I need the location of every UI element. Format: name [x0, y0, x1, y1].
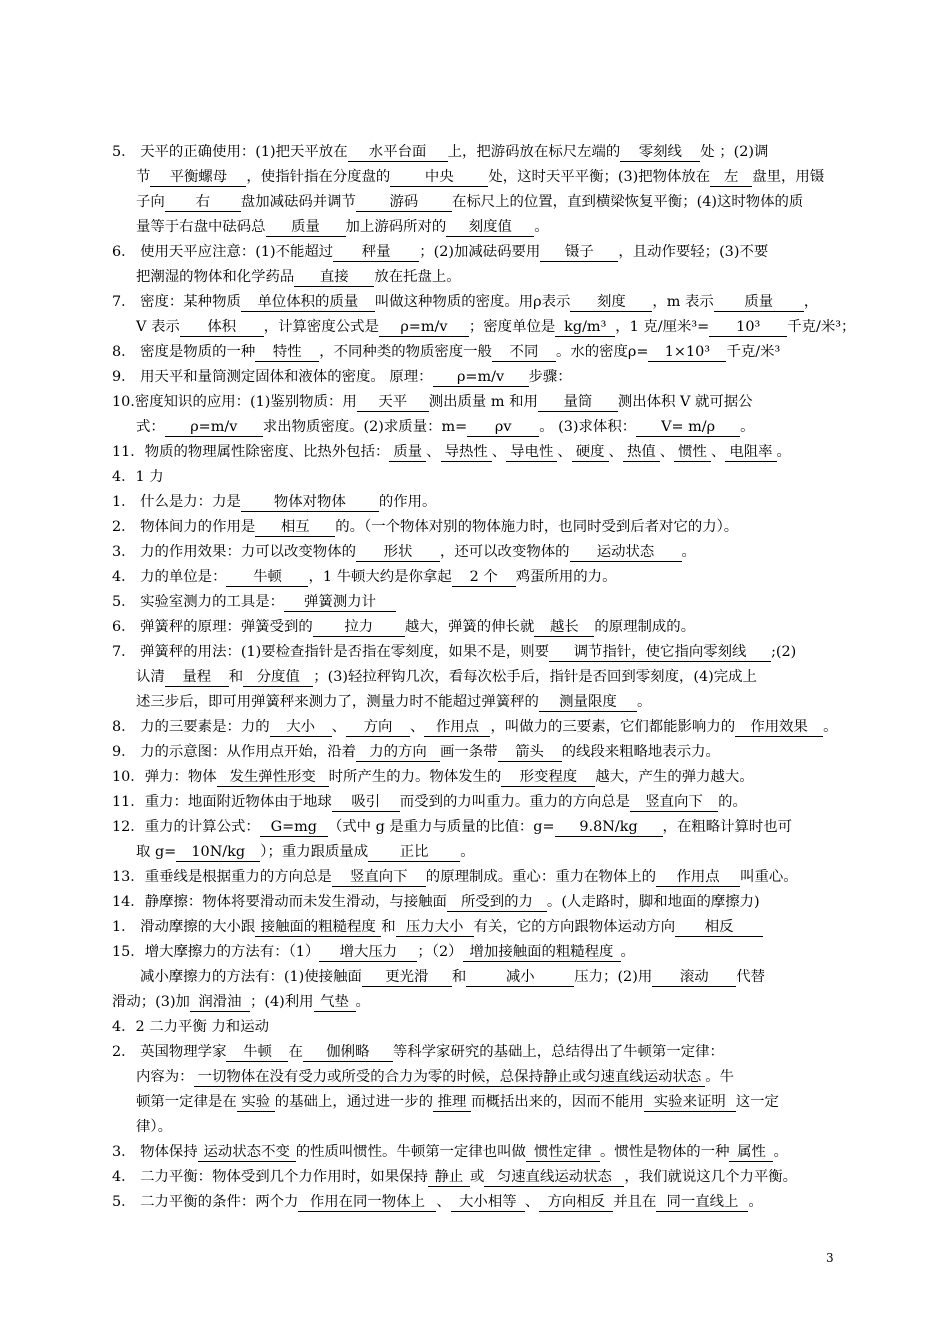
text-line	[112, 315, 856, 340]
text-line	[112, 640, 840, 665]
line-text: 滑动；(3)加	[112, 994, 190, 1010]
fill-blank-answer: 方向相反	[539, 1194, 613, 1212]
line-text: 的原理制成的。	[594, 619, 696, 635]
line-text: 加上游码所对的	[345, 219, 447, 235]
line-text: 步骤：	[528, 369, 572, 385]
fill-blank-answer: 静止	[428, 1169, 470, 1187]
line-text: 9． 用天平和量筒测定固体和液体的密度。 原理：	[112, 369, 433, 385]
line-text: 或	[469, 1169, 485, 1185]
line-text: 量等于右盘中砝码总	[136, 219, 266, 235]
fill-blank-answer: 拉力	[313, 619, 405, 637]
line-text: 、	[710, 444, 726, 460]
line-text: 8． 力的三要素是：力的	[112, 719, 270, 735]
fill-blank-answer: 大小相等	[451, 1194, 525, 1212]
fill-blank-answer: 质量	[389, 444, 426, 462]
line-text: 。	[355, 994, 370, 1010]
line-text: 11．物质的物理属性除密度、比热外包括：	[112, 444, 390, 460]
line-text: 1． 滑动摩擦的大小跟	[112, 919, 256, 935]
text-line	[112, 265, 840, 290]
line-text: 3． 力的作用效果：力可以改变物体的	[112, 544, 356, 560]
text-line	[112, 840, 840, 865]
fill-blank-answer: V= m/ρ	[636, 419, 740, 437]
fill-blank-answer: 秤量	[333, 244, 419, 262]
line-text: 在	[288, 1044, 303, 1060]
line-text: 7． 密度：某种物质	[112, 294, 241, 310]
line-text: 放在托盘上。	[374, 269, 461, 285]
line-text: ，1 克/厘米³=	[615, 319, 710, 335]
fill-blank-answer: 气垫	[314, 994, 356, 1012]
line-text: 千克/米³；	[787, 319, 856, 335]
text-line	[112, 415, 840, 440]
line-text: 、	[608, 444, 623, 460]
text-line	[112, 915, 840, 940]
line-text: 越大，产生的弹力越大。	[595, 769, 754, 785]
text-line	[112, 565, 840, 590]
text-line	[112, 1165, 840, 1190]
fill-blank-answer: 运动状态	[570, 544, 682, 562]
fill-blank-answer: ρv	[467, 419, 539, 437]
fill-blank-answer: 热值	[623, 444, 660, 462]
line-text: 5． 二力平衡的条件：两个力	[112, 1194, 299, 1210]
fill-blank-answer: 不同	[492, 344, 556, 362]
line-text: 10．弹力：物体	[112, 769, 217, 785]
fill-blank-answer: 所受到的力	[447, 894, 547, 912]
fill-blank-answer: 大小	[270, 719, 332, 737]
line-text: 而受到的力叫重力。重力的方向总是	[399, 794, 631, 810]
fill-blank-answer: 接触面的粗糙程度	[255, 919, 381, 937]
line-text: 。牛	[705, 1069, 735, 1085]
line-text: ，叫做力的三要素，它们都能影响力的	[490, 719, 736, 735]
line-text: 节	[136, 169, 151, 185]
fill-blank-answer: 形状	[356, 544, 440, 562]
fill-blank-answer: 量程	[165, 669, 229, 687]
line-text: 4．1 力	[112, 469, 164, 485]
line-text: 的线段来粗略地表示力。	[561, 744, 720, 760]
text-line	[112, 515, 840, 540]
line-text: 4． 力的单位是：	[112, 569, 227, 585]
fill-blank-answer: 正比	[368, 844, 460, 862]
line-text: 。	[776, 444, 791, 460]
fill-blank-answer: 牛顿	[226, 569, 308, 587]
line-text: ，不同种类的物质密度一般	[319, 344, 492, 360]
line-text: ；(2)加减砝码要用	[419, 244, 541, 260]
fill-blank-answer: 刻度	[570, 294, 652, 312]
fill-blank-answer: 物体对物体	[241, 494, 379, 512]
text-line	[112, 290, 840, 315]
text-line	[112, 590, 840, 615]
text-line	[112, 665, 840, 690]
line-text: 14．静摩擦：物体将要滑动而未发生滑动，与接触面	[112, 894, 447, 910]
text-line	[112, 190, 840, 215]
line-text: 、	[426, 444, 441, 460]
line-text: 式：	[136, 419, 165, 435]
fill-blank-answer: 滚动	[652, 969, 736, 987]
line-text: 。	[636, 694, 652, 710]
line-text: 、	[331, 719, 347, 735]
line-text: 。 (3)求体积：	[539, 419, 637, 435]
fill-blank-answer: 形变程度	[501, 769, 595, 787]
line-text: 盘加减砝码并调节	[240, 194, 356, 210]
text-line	[112, 1065, 840, 1090]
fill-blank-answer: 游码	[356, 194, 452, 212]
line-text: ；(4)利用	[249, 994, 314, 1010]
line-text: 和	[381, 919, 396, 935]
line-text: 。	[534, 219, 549, 235]
fill-blank-answer: 1×10³	[648, 344, 726, 362]
text-line	[112, 365, 840, 390]
line-text: 处 ；(2)调	[700, 144, 769, 160]
fill-blank-answer: 右	[165, 194, 241, 212]
fill-blank-answer: 调节指针，使它指向零刻线	[549, 644, 771, 662]
line-text: 的性质叫惯性。牛顿第一定律也叫做	[295, 1144, 526, 1160]
fill-blank-answer: 增大压力	[319, 944, 417, 962]
fill-blank-answer: 竖直向下	[332, 869, 426, 887]
fill-blank-answer: ρ=m/v	[379, 319, 469, 337]
text-line	[112, 1090, 840, 1115]
text-line	[112, 790, 840, 815]
text-line	[112, 440, 840, 465]
line-text: 13．重垂线是根据重力的方向总是	[112, 869, 332, 885]
fill-blank-answer: 作用在同一物体上	[298, 1194, 436, 1212]
fill-blank-answer: 润滑油	[190, 994, 250, 1012]
fill-blank-answer: 吸引	[332, 794, 400, 812]
text-line	[112, 490, 840, 515]
fill-blank-answer: 匀速直线运动状态	[484, 1169, 624, 1187]
line-text: 认清	[136, 669, 165, 685]
line-text: 、	[557, 444, 572, 460]
fill-blank-answer: 水平台面	[348, 144, 448, 162]
line-text: 千克/米³	[726, 344, 781, 360]
line-text: 取 g=	[136, 844, 177, 860]
fill-blank-answer: 相互	[255, 519, 335, 537]
fill-blank-answer: 竖直向下	[630, 794, 718, 812]
line-text: ；密度单位是	[468, 319, 556, 335]
fill-blank-answer: 实验来证明	[644, 1094, 736, 1112]
line-text: 把潮湿的物体和化学药品	[136, 269, 295, 285]
line-text: 12．重力的计算公式：	[112, 819, 260, 835]
line-text: 越大，弹簧的伸长就	[404, 619, 535, 635]
text-line	[112, 1190, 840, 1215]
fill-blank-answer: 10³	[709, 319, 787, 337]
line-text: 6． 弹簧秤的原理：弹簧受到的	[112, 619, 313, 635]
document-body	[112, 140, 856, 1215]
line-text: 的。	[718, 794, 747, 810]
fill-blank-answer: 方向	[346, 719, 410, 737]
fill-blank-answer: 实验	[237, 1094, 275, 1112]
line-text: 2． 英国物理学家	[112, 1044, 227, 1060]
line-text: 的基础上，通过进一步的	[274, 1094, 434, 1110]
line-text: 有关，它的方向跟物体运动方向	[473, 919, 676, 935]
fill-blank-answer: 牛顿	[226, 1044, 288, 1062]
line-text: 测出质量 m 和用	[428, 394, 538, 410]
fill-blank-answer: 分度值	[243, 669, 313, 687]
text-line	[112, 890, 840, 915]
fill-blank-answer: 导热性	[441, 444, 492, 462]
line-text: ，且动作要轻；(3)不要	[618, 244, 769, 260]
line-text: 。	[681, 544, 696, 560]
line-text: 处，这时天平平衡；(3)把物体放在	[488, 169, 711, 185]
line-text: 7． 弹簧秤的用法：(1)要检查指针是否指在零刻度，如果不是，则要	[112, 644, 550, 660]
line-text: 的作用。	[378, 494, 437, 510]
fill-blank-answer: 箭头	[498, 744, 562, 762]
line-text: 。	[460, 844, 475, 860]
line-text: 。	[620, 944, 635, 960]
page-number: 3	[826, 1251, 834, 1265]
fill-blank-answer: 刻度值	[446, 219, 534, 237]
fill-blank-answer: 作用点	[424, 719, 490, 737]
line-text: ;(2)	[771, 644, 797, 660]
line-text: 内容为：	[136, 1069, 194, 1085]
fill-blank-answer: 力的方向	[356, 744, 440, 762]
fill-blank-answer: 惯性定律	[526, 1144, 600, 1162]
fill-blank-answer: 更光滑	[362, 969, 452, 987]
fill-blank-answer: 电阻率	[725, 444, 776, 462]
fill-blank-answer: 越长	[534, 619, 594, 637]
text-line	[112, 615, 840, 640]
fill-blank-answer: 增加接触面的粗糙程度	[463, 944, 621, 962]
fill-blank-answer: 平衡螺母	[150, 169, 246, 187]
line-text: ；(3)轻拉秤钩几次，看每次松手后，指针是否回到零刻度，(4)完成上	[313, 669, 757, 685]
text-line	[112, 1115, 840, 1140]
line-text: 、	[491, 444, 507, 460]
fill-blank-answer: 质量	[266, 219, 346, 237]
line-text: 测出体积 V 就可据公	[617, 394, 753, 410]
text-line	[112, 1040, 840, 1065]
fill-blank-answer: 特性	[255, 344, 319, 362]
fill-blank-answer: 测量限度	[539, 694, 637, 712]
line-text: 这一定	[735, 1094, 779, 1110]
line-text: 3． 物体保持	[112, 1144, 198, 1160]
fill-blank-answer: 中央	[390, 169, 488, 187]
fill-blank-answer: 相反	[675, 919, 763, 937]
line-text: 。	[773, 1144, 788, 1160]
line-text: 。	[748, 1194, 763, 1210]
line-text: ，我们就说这几个力平衡。	[624, 1169, 798, 1185]
fill-blank-answer: 量筒	[538, 394, 618, 412]
fill-blank-answer: 9.8N/kg	[555, 819, 663, 837]
line-text: 叫做这种物质的密度。用ρ表示	[374, 294, 571, 310]
text-line	[112, 1140, 840, 1165]
fill-blank-answer: 同一直线上	[656, 1194, 748, 1212]
fill-blank-answer: 属性	[729, 1144, 773, 1162]
fill-blank-answer: ρ=m/v	[165, 419, 263, 437]
line-text: 9． 力的示意图：从作用点开始，沿着	[112, 744, 356, 760]
line-text: 2． 物体间力的作用是	[112, 519, 256, 535]
text-line	[112, 165, 840, 190]
line-text: 、	[524, 1194, 540, 1210]
line-text: ，在粗略计算时也可	[662, 819, 793, 835]
text-line	[112, 340, 840, 365]
line-text: 在标尺上的位置，直到横梁恢复平衡；(4)这时物体的质	[451, 194, 804, 210]
text-line	[112, 740, 840, 765]
text-line	[112, 1015, 840, 1040]
line-text: 11．重力：地面附近物体由于地球	[112, 794, 332, 810]
fill-blank-answer: 运动状态不变	[198, 1144, 296, 1162]
fill-blank-answer: 体积	[180, 319, 264, 337]
fill-blank-answer: 零刻线	[620, 144, 700, 162]
text-line	[112, 865, 840, 890]
text-line	[112, 690, 840, 715]
fill-blank-answer: 一切物体在没有受力或所受的合力为零的时候，总保持静止或匀速直线运动状态	[194, 1069, 706, 1087]
line-text: ，m 表示	[652, 294, 714, 310]
line-text: 等科学家研究的基础上，总结得出了牛顿第一定律：	[392, 1044, 724, 1060]
line-text: 、	[410, 719, 425, 735]
fill-blank-answer: 导电性	[506, 444, 557, 462]
text-line	[112, 965, 840, 990]
line-text: 10.密度知识的应用：(1)鉴别物质：用	[112, 394, 357, 410]
line-text: 的。（一个物体对别的物体施力时，也同时受到后者对它的力）。	[335, 519, 739, 535]
line-text: 顿第一定律是在	[136, 1094, 237, 1110]
fill-blank-answer: 镊子	[540, 244, 618, 262]
line-text: 子向	[136, 194, 165, 210]
line-text: 。惯性是物体的一种	[599, 1144, 730, 1160]
fill-blank-answer: 10N/kg	[176, 844, 260, 862]
fill-blank-answer: 弹簧测力计	[284, 594, 396, 612]
text-line	[112, 390, 840, 415]
fill-blank-answer: 作用效果	[735, 719, 823, 737]
line-text: ；（2）	[417, 944, 463, 960]
line-text: 代替	[736, 969, 766, 985]
line-text: ，计算密度公式是	[263, 319, 379, 335]
text-line	[112, 940, 840, 965]
line-text: 5． 天平的正确使用：(1)把天平放在	[112, 144, 348, 160]
line-text: 15．增大摩擦力的方法有：（1）	[112, 944, 320, 960]
line-text: 4．2 二力平衡 力和运动	[112, 1019, 269, 1035]
line-text: 5． 实验室测力的工具是：	[112, 594, 285, 610]
fill-blank-answer: 作用点	[656, 869, 740, 887]
fill-blank-answer: kg/m³	[555, 319, 615, 337]
line-text: 叫重心。	[740, 869, 798, 885]
text-line	[112, 765, 840, 790]
line-text: V 表示	[136, 319, 180, 335]
line-text: 上，把游码放在标尺左端的	[447, 144, 621, 160]
fill-blank-answer: 惯性	[674, 444, 711, 462]
line-text: 并且在	[613, 1194, 657, 1210]
fill-blank-answer: 硬度	[572, 444, 609, 462]
line-text: 减小摩擦力的方法有：(1)使接触面	[140, 969, 362, 985]
fill-blank-answer: 2 个	[452, 569, 516, 587]
text-line	[112, 140, 840, 165]
text-line	[112, 815, 840, 840]
line-text: ，还可以改变物体的	[439, 544, 570, 560]
line-text: 4． 二力平衡：物体受到几个力作用时，如果保持	[112, 1169, 428, 1185]
text-line	[112, 715, 840, 740]
fill-blank-answer: ρ=m/v	[433, 369, 529, 387]
line-text: 。水的密度ρ=	[555, 344, 649, 360]
fill-blank-answer: 质量	[714, 294, 804, 312]
line-text: 压力；(2)用	[574, 969, 653, 985]
fill-blank-answer: 伽俐略	[303, 1044, 393, 1062]
line-text: 8． 密度是物质的一种	[112, 344, 256, 360]
line-text: 和	[228, 669, 244, 685]
fill-blank-answer: 直接	[294, 269, 374, 287]
line-text: ，1 牛顿大约是你拿起	[308, 569, 452, 585]
fill-blank-answer: 压力大小	[396, 919, 474, 937]
line-text: 的原理制成。重心：重力在物体上的	[425, 869, 657, 885]
line-text: 、	[659, 444, 675, 460]
line-text: 盘里，用镊	[752, 169, 825, 185]
line-text: 画一条带	[439, 744, 498, 760]
fill-blank-answer: 推理	[433, 1094, 471, 1112]
line-text: 1． 什么是力：力是	[112, 494, 241, 510]
line-text: ，	[803, 294, 819, 310]
line-text: ）；重力跟质量成	[260, 844, 369, 860]
line-text: 。	[823, 719, 838, 735]
fill-blank-answer: G=mg	[260, 819, 328, 837]
line-text: （式中 g 是重力与质量的比值：g=	[327, 819, 555, 835]
text-line	[112, 240, 840, 265]
line-text: 时所产生的力。物体发生的	[328, 769, 502, 785]
text-line	[112, 990, 840, 1015]
line-text: 。	[740, 419, 755, 435]
fill-blank-answer: 减小	[466, 969, 574, 987]
text-line	[112, 540, 840, 565]
text-line	[112, 465, 840, 490]
line-text: ，使指针指在分度盘的	[246, 169, 391, 185]
line-text: 鸡蛋所用的力。	[515, 569, 617, 585]
line-text: 求出物质密度。(2)求质量：m=	[262, 419, 468, 435]
text-lines	[112, 140, 856, 1215]
line-text: 6． 使用天平应注意：(1)不能超过	[112, 244, 334, 260]
line-text: 。(人走路时，脚和地面的摩擦力)	[546, 894, 760, 910]
fill-blank-answer: 天平	[357, 394, 429, 412]
line-text: 和	[451, 969, 467, 985]
text-line	[112, 215, 840, 240]
fill-blank-answer: 左	[710, 169, 752, 187]
line-text: 、	[436, 1194, 451, 1210]
fill-blank-answer: 单位体积的质量	[241, 294, 375, 312]
line-text: 律）。	[136, 1119, 172, 1135]
line-text: 而概括出来的，因而不能用	[471, 1094, 644, 1110]
line-text: 述三步后，即可用弹簧秤来测力了，测量力时不能超过弹簧秤的	[136, 694, 539, 710]
fill-blank-answer: 发生弹性形变	[217, 769, 329, 787]
